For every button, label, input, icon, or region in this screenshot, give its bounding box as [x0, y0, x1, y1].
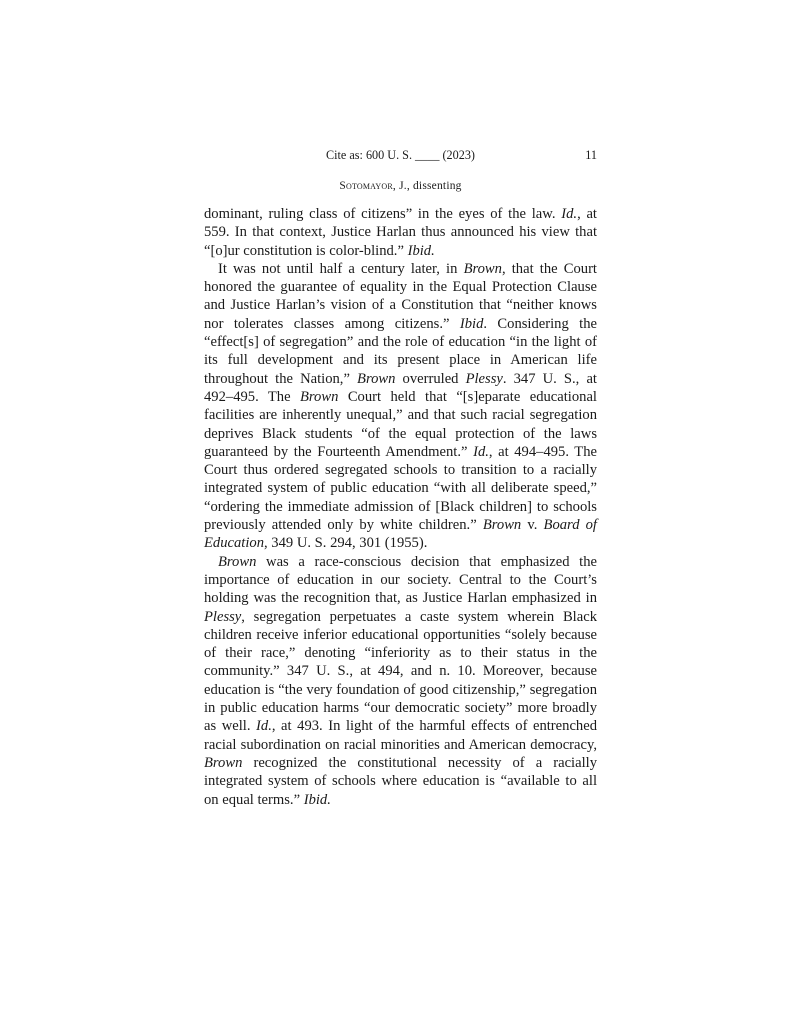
citation-italic: Id.	[473, 443, 489, 460]
text-run: . 347 U. S., at 492–495. The	[204, 370, 597, 405]
text-run: Court held that “[s]eparate educational facilities are inherently unequal,” and that such racial segregation deprives Black students “of the equal protection of the laws guaranteed by the Fourteenth Amendment.”	[204, 388, 597, 460]
case-name-italic: Brown	[300, 388, 339, 405]
author-role: , J., dissenting	[392, 180, 462, 192]
author-name: Sotomayor	[339, 180, 393, 192]
citation-italic: Ibid.	[303, 791, 331, 808]
text-run: , segregation perpetuates a caste system wherein Black children receive inferior educational opportunities “solely because of their race,” denoting “inferiority as to their status in the community.” 347 U. S., at 494, and n. 10. Moreover, because education is “the very foundation of good citizenship,” segregation in public education harms “our democratic society” more broadly as well.	[204, 608, 597, 735]
text-run: dominant, ruling class of citizens” in the eyes of the law.	[204, 206, 556, 222]
text-run: v.	[527, 517, 538, 534]
citation-italic: Ibid.	[407, 242, 435, 259]
citation-italic: Ibid	[459, 315, 484, 332]
citation-line: Cite as: 600 U. S. ____ (2023)	[326, 148, 475, 162]
text-run: was a race-conscious decision that emphasized the importance of education in our society. Central to the Court’s holding was the recognition that, as Justice Harlan emphasized in	[204, 553, 597, 607]
text-run: It was not until half a century later, in	[218, 260, 458, 277]
case-name-italic: Plessy	[465, 370, 503, 387]
text-run: . Considering the “effect[s] of segregation” and the role of education “in the light of its full development and its present place in American life throughout the Nation,”	[204, 315, 598, 387]
case-name-italic: Brown	[482, 517, 522, 534]
paragraph-2	[204, 260, 597, 553]
case-name-italic: Board of Education	[204, 517, 597, 552]
paragraph-1	[204, 205, 597, 260]
case-name-italic: Brown	[463, 260, 502, 277]
opinion-body	[204, 205, 597, 809]
citation-italic: Id.	[561, 206, 578, 222]
text-run: recognized the constitutional necessity of a racially integrated system of schools where education is “available to all on equal terms.”	[204, 754, 597, 808]
text-run: , 349 U. S. 294, 301 (1955).	[264, 535, 428, 552]
citation-italic: Id.	[256, 718, 272, 735]
case-name-italic: Brown	[204, 754, 243, 771]
case-name-italic: Brown	[218, 553, 257, 570]
page-header	[204, 148, 597, 163]
case-name-italic: Plessy	[204, 608, 242, 625]
opinion-author-line	[204, 180, 597, 192]
text-run: , at 494–495. The Court thus ordered segregated schools to transition to a racially integrated system of public education “with all deliberate speed,” “ordering the immediate admission of [Black children] to schools previously attended only by white children.”	[204, 443, 597, 534]
paragraph-3	[204, 553, 597, 809]
text-run: , at 493. In light of the harmful effects of entrenched racial subordination on racial minorities and American democracy,	[204, 718, 597, 753]
text-run: , at 559. In that context, Justice Harlan thus announced his view that “[o]ur constitution is color-blind.”	[204, 206, 597, 259]
text-run: , that the Court honored the guarantee of equality in the Equal Protection Clause and Justice Harlan’s vision of a Constitution that “neither knows nor tolerates classes among citizens.”	[204, 260, 597, 332]
page-number: 11	[585, 148, 597, 162]
text-run: overruled	[402, 370, 459, 387]
case-name-italic: Brown	[357, 370, 396, 387]
